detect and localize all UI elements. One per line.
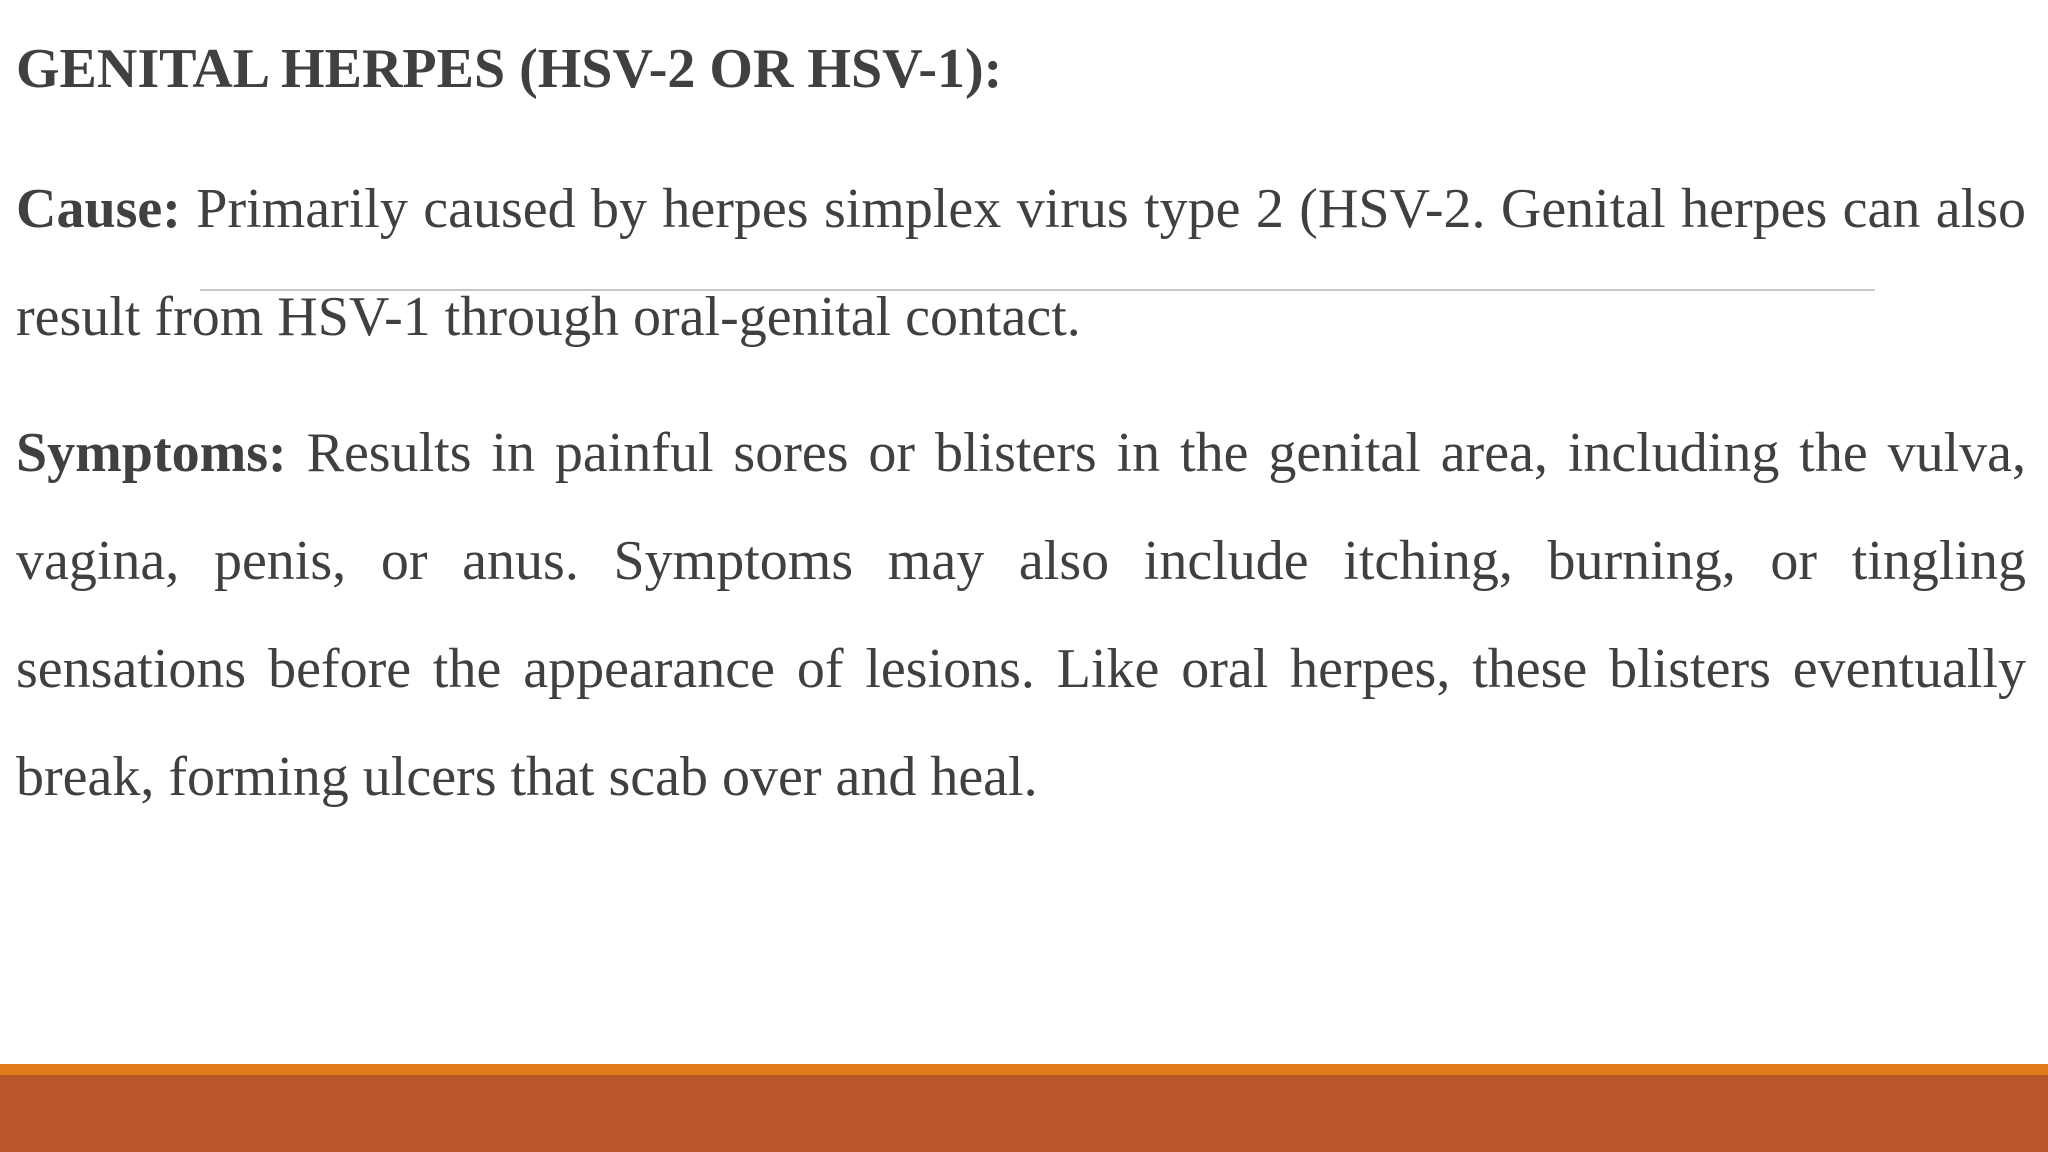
cause-text: Primarily caused by herpes simplex virus type 2 (HSV-2. Genital herpes can also result from HSV-1 through oral-genital contact.: [16, 178, 2026, 348]
cause-paragraph: [16, 155, 2026, 371]
footer-accent-stripe: [0, 1064, 2048, 1075]
footer-bar: [0, 1075, 2048, 1152]
symptoms-label: Symptoms:: [16, 422, 287, 484]
symptoms-paragraph: [16, 399, 2026, 831]
slide-title: GENITAL HERPES (HSV-2 OR HSV-1):: [16, 38, 1003, 100]
symptoms-text: Results in painful sores or blisters in the genital area, including the vulva, vagina, penis, or anus. Symptoms may also include itching, burning, or tingling sensations before the appearance of lesions. Like oral herpes, these blisters eventually break, forming ulcers that scab over and heal.: [16, 422, 2026, 808]
divider-line: [200, 289, 1875, 291]
cause-label: Cause:: [16, 178, 181, 240]
